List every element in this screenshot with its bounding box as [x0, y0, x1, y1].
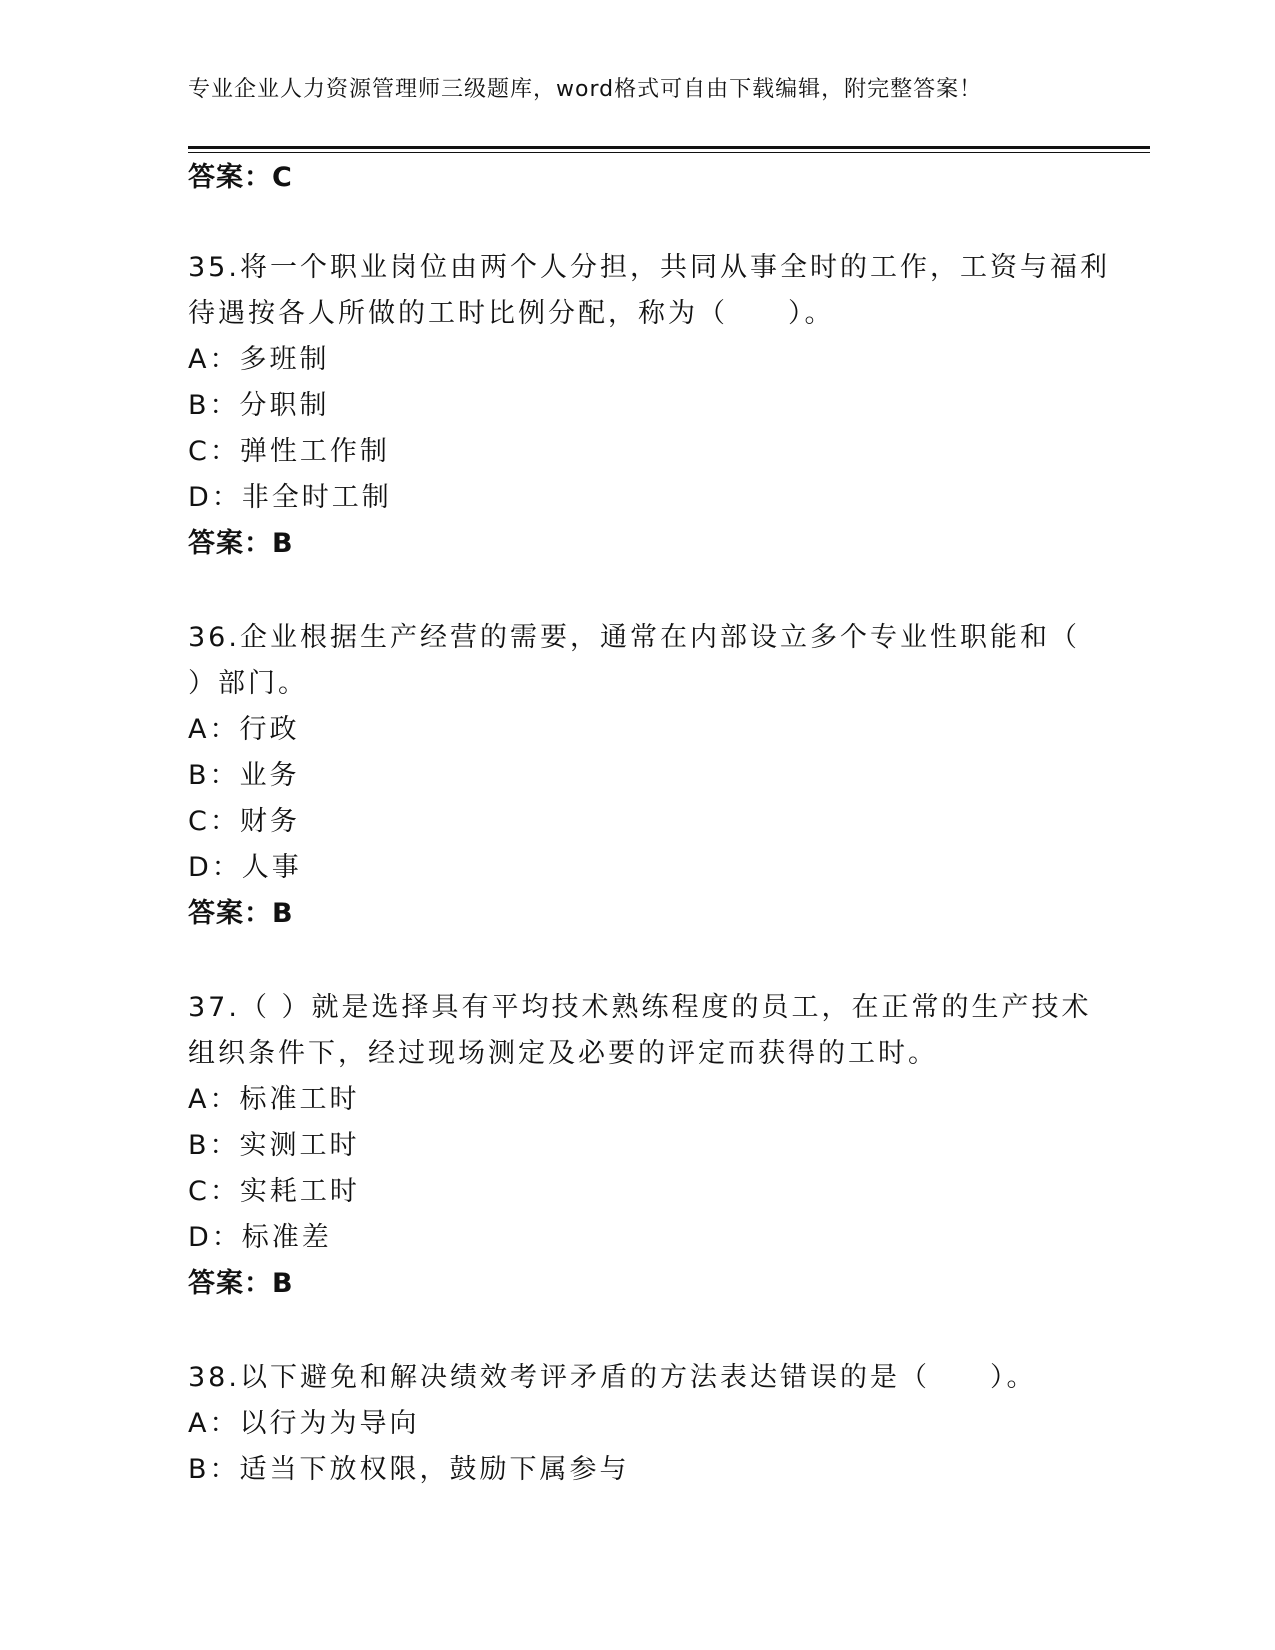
document-body	[188, 155, 1108, 1493]
question-text: 38.以下避免和解决绩效考评矛盾的方法表达错误的是（ ）。	[188, 1362, 1037, 1393]
option-b: B：分职制	[188, 390, 330, 421]
question-text: 待遇按各人所做的工时比例分配，称为（ ）。	[188, 298, 835, 329]
option-a: A：以行为为导向	[188, 1408, 420, 1439]
question-text: 组织条件下，经过现场测定及必要的评定而获得的工时。	[188, 1038, 938, 1069]
option-c: C：实耗工时	[188, 1176, 360, 1207]
question-block	[188, 985, 1108, 1307]
page-header: 专业企业人力资源管理师三级题库，word格式可自由下载编辑，附完整答案！	[188, 77, 983, 102]
question-text: 37.（ ）就是选择具有平均技术熟练程度的员工，在正常的生产技术	[188, 992, 1092, 1023]
option-b: B：业务	[188, 760, 300, 791]
option-a: A：多班制	[188, 344, 330, 375]
option-d: D：人事	[188, 852, 302, 883]
question-text: ）部门。	[188, 668, 308, 699]
answer-line: 答案：B	[188, 898, 294, 929]
header-rule-thick	[188, 146, 1150, 149]
question-text: 35.将一个职业岗位由两个人分担，共同从事全时的工作，工资与福利	[188, 252, 1110, 283]
question-text: 36.企业根据生产经营的需要，通常在内部设立多个专业性职能和（	[188, 622, 1080, 653]
answer-line: 答案：B	[188, 1268, 294, 1299]
option-b: B：适当下放权限，鼓励下属参与	[188, 1454, 630, 1485]
option-d: D：标准差	[188, 1222, 332, 1253]
option-a: A：行政	[188, 714, 300, 745]
option-c: C：财务	[188, 806, 300, 837]
question-block	[188, 615, 1108, 937]
header-rule-thin	[188, 152, 1150, 153]
answer-line: 答案：B	[188, 528, 294, 559]
option-b: B：实测工时	[188, 1130, 360, 1161]
question-block	[188, 1355, 1108, 1493]
question-block	[188, 245, 1108, 567]
option-c: C：弹性工作制	[188, 436, 390, 467]
option-a: A：标准工时	[188, 1084, 360, 1115]
answer-line: 答案：C	[188, 162, 293, 193]
option-d: D：非全时工制	[188, 482, 392, 513]
